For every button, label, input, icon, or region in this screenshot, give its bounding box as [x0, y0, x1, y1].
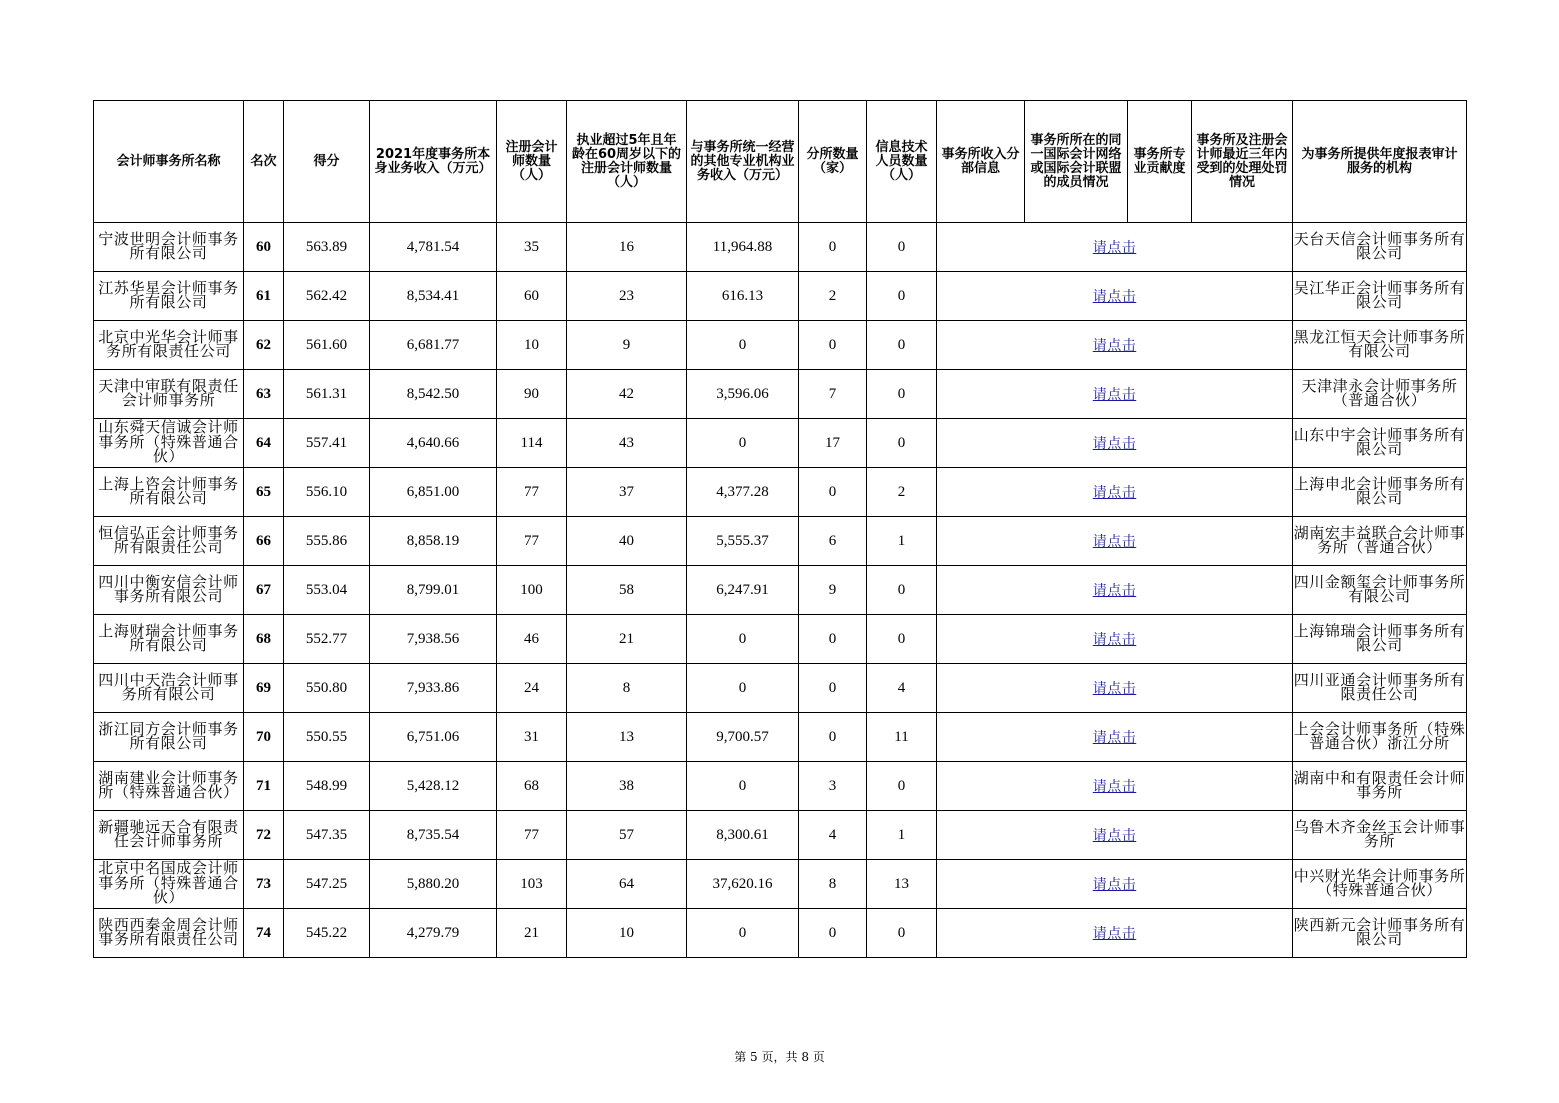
header-penalties: 事务所及注册会计师最近三年内受到的处理处罚情况: [1192, 101, 1293, 223]
firm-name-cell: 恒信弘正会计师事务所有限责任公司: [94, 517, 244, 566]
other-revenue-cell: 0: [687, 762, 799, 811]
header-other-revenue: 与事务所统一经营的其他专业机构业务收入（万元）: [687, 101, 799, 223]
details-link[interactable]: 请点击: [1092, 485, 1137, 501]
revenue-cell: 8,858.19: [370, 517, 497, 566]
table-row: [94, 909, 1467, 958]
branches-cell: 0: [799, 713, 867, 762]
header-auditor: 为事务所提供年度报表审计服务的机构: [1293, 101, 1467, 223]
table-header-row: [94, 101, 1467, 223]
revenue-cell: 4,781.54: [370, 223, 497, 272]
score-cell: 552.77: [284, 615, 370, 664]
revenue-cell: 6,681.77: [370, 321, 497, 370]
score-cell: 563.89: [284, 223, 370, 272]
revenue-cell: 4,640.66: [370, 419, 497, 468]
branches-cell: 0: [799, 909, 867, 958]
cpa-young-cell: 16: [567, 223, 687, 272]
cpa-count-cell: 77: [497, 517, 567, 566]
header-revenue: 2021年度事务所本身业务收入（万元）: [370, 101, 497, 223]
table-row: [94, 468, 1467, 517]
rank-cell: 69: [244, 664, 284, 713]
branches-cell: 3: [799, 762, 867, 811]
auditor-cell: 四川金额玺会计师事务所有限公司: [1293, 566, 1467, 615]
score-cell: 561.31: [284, 370, 370, 419]
header-score: 得分: [284, 101, 370, 223]
revenue-cell: 8,735.54: [370, 811, 497, 860]
rank-cell: 74: [244, 909, 284, 958]
cpa-young-cell: 40: [567, 517, 687, 566]
score-cell: 548.99: [284, 762, 370, 811]
table-row: [94, 762, 1467, 811]
table-row: [94, 370, 1467, 419]
cpa-young-cell: 42: [567, 370, 687, 419]
branches-cell: 2: [799, 272, 867, 321]
cpa-count-cell: 77: [497, 468, 567, 517]
cpa-young-cell: 38: [567, 762, 687, 811]
header-cpa-count: 注册会计师数量（人）: [497, 101, 567, 223]
details-link-cell: [937, 272, 1293, 321]
it-staff-cell: 0: [867, 419, 937, 468]
auditor-cell: 上海锦瑞会计师事务所有限公司: [1293, 615, 1467, 664]
cpa-young-cell: 58: [567, 566, 687, 615]
rank-cell: 65: [244, 468, 284, 517]
other-revenue-cell: 9,700.57: [687, 713, 799, 762]
auditor-cell: 乌鲁木齐金丝玉会计师事务所: [1293, 811, 1467, 860]
it-staff-cell: 11: [867, 713, 937, 762]
cpa-count-cell: 35: [497, 223, 567, 272]
details-link[interactable]: 请点击: [1092, 436, 1137, 452]
firm-name-cell: 上海财瑞会计师事务所有限公司: [94, 615, 244, 664]
firm-name-cell: 江苏华星会计师事务所有限公司: [94, 272, 244, 321]
branches-cell: 8: [799, 860, 867, 909]
score-cell: 550.80: [284, 664, 370, 713]
cpa-count-cell: 90: [497, 370, 567, 419]
table-row: [94, 664, 1467, 713]
other-revenue-cell: 6,247.91: [687, 566, 799, 615]
header-name: 会计师事务所名称: [94, 101, 244, 223]
cpa-young-cell: 23: [567, 272, 687, 321]
table-row: [94, 566, 1467, 615]
details-link-cell: [937, 321, 1293, 370]
score-cell: 545.22: [284, 909, 370, 958]
it-staff-cell: 0: [867, 272, 937, 321]
cpa-young-cell: 10: [567, 909, 687, 958]
cpa-count-cell: 31: [497, 713, 567, 762]
rank-cell: 73: [244, 860, 284, 909]
details-link[interactable]: 请点击: [1092, 338, 1137, 354]
other-revenue-cell: 4,377.28: [687, 468, 799, 517]
auditor-cell: 上会会计师事务所（特殊普通合伙）浙江分所: [1293, 713, 1467, 762]
it-staff-cell: 4: [867, 664, 937, 713]
revenue-cell: 8,542.50: [370, 370, 497, 419]
firm-name-cell: 浙江同方会计师事务所有限公司: [94, 713, 244, 762]
score-cell: 553.04: [284, 566, 370, 615]
other-revenue-cell: 8,300.61: [687, 811, 799, 860]
it-staff-cell: 2: [867, 468, 937, 517]
page-footer: 第 5 页，共 8 页: [734, 1050, 825, 1064]
rank-cell: 60: [244, 223, 284, 272]
header-intl-network: 事务所所在的同一国际会计网络或国际会计联盟的成员情况: [1025, 101, 1128, 223]
table-row: [94, 272, 1467, 321]
revenue-cell: 4,279.79: [370, 909, 497, 958]
branches-cell: 0: [799, 664, 867, 713]
firm-name-cell: 陕西西秦金周会计师事务所有限责任公司: [94, 909, 244, 958]
other-revenue-cell: 0: [687, 419, 799, 468]
it-staff-cell: 1: [867, 517, 937, 566]
details-link[interactable]: 请点击: [1092, 877, 1137, 893]
rank-cell: 70: [244, 713, 284, 762]
details-link[interactable]: 请点击: [1092, 779, 1137, 795]
branches-cell: 17: [799, 419, 867, 468]
header-rank: 名次: [244, 101, 284, 223]
rank-cell: 64: [244, 419, 284, 468]
details-link[interactable]: 请点击: [1092, 583, 1137, 599]
rank-cell: 71: [244, 762, 284, 811]
details-link-cell: [937, 566, 1293, 615]
table-row: [94, 860, 1467, 909]
branches-cell: 0: [799, 615, 867, 664]
header-contribution: 事务所专业贡献度: [1128, 101, 1192, 223]
branches-cell: 6: [799, 517, 867, 566]
auditor-cell: 上海申北会计师事务所有限公司: [1293, 468, 1467, 517]
details-link-cell: [937, 615, 1293, 664]
details-link-cell: [937, 664, 1293, 713]
details-link[interactable]: 请点击: [1092, 730, 1137, 746]
rank-cell: 66: [244, 517, 284, 566]
cpa-young-cell: 13: [567, 713, 687, 762]
auditor-cell: 湖南中和有限责任会计师事务所: [1293, 762, 1467, 811]
cpa-count-cell: 100: [497, 566, 567, 615]
auditor-cell: 黑龙江恒天会计师事务所有限公司: [1293, 321, 1467, 370]
branches-cell: 7: [799, 370, 867, 419]
it-staff-cell: 1: [867, 811, 937, 860]
revenue-cell: 6,751.06: [370, 713, 497, 762]
table-row: [94, 517, 1467, 566]
rank-cell: 72: [244, 811, 284, 860]
details-link[interactable]: 请点击: [1092, 534, 1137, 550]
branches-cell: 0: [799, 321, 867, 370]
details-link-cell: [937, 860, 1293, 909]
other-revenue-cell: 616.13: [687, 272, 799, 321]
score-cell: 557.41: [284, 419, 370, 468]
revenue-cell: 7,933.86: [370, 664, 497, 713]
revenue-cell: 5,428.12: [370, 762, 497, 811]
cpa-count-cell: 60: [497, 272, 567, 321]
revenue-cell: 6,851.00: [370, 468, 497, 517]
details-link[interactable]: 请点击: [1092, 828, 1137, 844]
auditor-cell: 吴江华正会计师事务所有限公司: [1293, 272, 1467, 321]
rank-cell: 63: [244, 370, 284, 419]
revenue-cell: 8,799.01: [370, 566, 497, 615]
table-body: [94, 223, 1467, 958]
auditor-cell: 天津津永会计师事务所（普通合伙）: [1293, 370, 1467, 419]
score-cell: 547.35: [284, 811, 370, 860]
revenue-cell: 8,534.41: [370, 272, 497, 321]
header-cpa-young: 执业超过5年且年龄在60周岁以下的注册会计师数量（人）: [567, 101, 687, 223]
details-link[interactable]: 请点击: [1092, 681, 1137, 697]
rank-cell: 68: [244, 615, 284, 664]
branches-cell: 4: [799, 811, 867, 860]
firm-name-cell: 天津中审联有限责任会计师事务所: [94, 370, 244, 419]
auditor-cell: 湖南宏丰益联合会计师事务所（普通合伙）: [1293, 517, 1467, 566]
cpa-count-cell: 21: [497, 909, 567, 958]
score-cell: 550.55: [284, 713, 370, 762]
firm-name-cell: 山东舜天信诚会计师事务所（特殊普通合伙）: [94, 419, 244, 468]
table-row: [94, 811, 1467, 860]
branches-cell: 9: [799, 566, 867, 615]
branches-cell: 0: [799, 223, 867, 272]
details-link-cell: [937, 370, 1293, 419]
header-it-staff: 信息技术人员数量（人）: [867, 101, 937, 223]
firm-name-cell: 北京中名国成会计师事务所（特殊普通合伙）: [94, 860, 244, 909]
cpa-count-cell: 77: [497, 811, 567, 860]
details-link-cell: [937, 811, 1293, 860]
other-revenue-cell: 0: [687, 909, 799, 958]
table-row: [94, 713, 1467, 762]
details-link-cell: [937, 517, 1293, 566]
cpa-count-cell: 68: [497, 762, 567, 811]
score-cell: 547.25: [284, 860, 370, 909]
header-branches: 分所数量（家）: [799, 101, 867, 223]
cpa-count-cell: 46: [497, 615, 567, 664]
auditor-cell: 四川亚通会计师事务所有限责任公司: [1293, 664, 1467, 713]
firm-name-cell: 宁波世明会计师事务所有限公司: [94, 223, 244, 272]
cpa-young-cell: 43: [567, 419, 687, 468]
cpa-count-cell: 10: [497, 321, 567, 370]
header-branch-income: 事务所收入分部信息: [937, 101, 1025, 223]
auditor-cell: 天台天信会计师事务所有限公司: [1293, 223, 1467, 272]
firm-name-cell: 新疆驰远天合有限责任会计师事务所: [94, 811, 244, 860]
cpa-count-cell: 103: [497, 860, 567, 909]
other-revenue-cell: 0: [687, 615, 799, 664]
it-staff-cell: 0: [867, 566, 937, 615]
details-link-cell: [937, 419, 1293, 468]
details-link[interactable]: 请点击: [1092, 289, 1137, 305]
score-cell: 556.10: [284, 468, 370, 517]
table-row: [94, 223, 1467, 272]
details-link[interactable]: 请点击: [1092, 240, 1137, 256]
rank-cell: 62: [244, 321, 284, 370]
firm-name-cell: 上海上咨会计师事务所有限公司: [94, 468, 244, 517]
revenue-cell: 7,938.56: [370, 615, 497, 664]
details-link[interactable]: 请点击: [1092, 632, 1137, 648]
it-staff-cell: 0: [867, 909, 937, 958]
rank-cell: 61: [244, 272, 284, 321]
cpa-young-cell: 57: [567, 811, 687, 860]
cpa-count-cell: 24: [497, 664, 567, 713]
other-revenue-cell: 0: [687, 664, 799, 713]
details-link-cell: [937, 468, 1293, 517]
branches-cell: 0: [799, 468, 867, 517]
cpa-young-cell: 8: [567, 664, 687, 713]
cpa-young-cell: 21: [567, 615, 687, 664]
it-staff-cell: 0: [867, 615, 937, 664]
firm-name-cell: 北京中光华会计师事务所有限责任公司: [94, 321, 244, 370]
firm-name-cell: 四川中天浩会计师事务所有限公司: [94, 664, 244, 713]
details-link-cell: [937, 909, 1293, 958]
cpa-count-cell: 114: [497, 419, 567, 468]
rank-cell: 67: [244, 566, 284, 615]
it-staff-cell: 13: [867, 860, 937, 909]
it-staff-cell: 0: [867, 370, 937, 419]
it-staff-cell: 0: [867, 762, 937, 811]
revenue-cell: 5,880.20: [370, 860, 497, 909]
table-row: [94, 321, 1467, 370]
table-row: [94, 615, 1467, 664]
other-revenue-cell: 5,555.37: [687, 517, 799, 566]
firm-name-cell: 湖南建业会计师事务所（特殊普通合伙）: [94, 762, 244, 811]
cpa-young-cell: 64: [567, 860, 687, 909]
other-revenue-cell: 37,620.16: [687, 860, 799, 909]
score-cell: 561.60: [284, 321, 370, 370]
details-link-cell: [937, 762, 1293, 811]
auditor-cell: 山东中宇会计师事务所有限公司: [1293, 419, 1467, 468]
other-revenue-cell: 0: [687, 321, 799, 370]
cpa-young-cell: 9: [567, 321, 687, 370]
table-row: [94, 419, 1467, 468]
details-link[interactable]: 请点击: [1092, 387, 1137, 403]
other-revenue-cell: 11,964.88: [687, 223, 799, 272]
it-staff-cell: 0: [867, 321, 937, 370]
cpa-young-cell: 37: [567, 468, 687, 517]
details-link-cell: [937, 223, 1293, 272]
auditor-cell: 陕西新元会计师事务所有限公司: [1293, 909, 1467, 958]
details-link[interactable]: 请点击: [1092, 926, 1137, 942]
auditor-cell: 中兴财光华会计师事务所（特殊普通合伙）: [1293, 860, 1467, 909]
score-cell: 555.86: [284, 517, 370, 566]
details-link-cell: [937, 713, 1293, 762]
firm-name-cell: 四川中衡安信会计师事务所有限公司: [94, 566, 244, 615]
it-staff-cell: 0: [867, 223, 937, 272]
score-cell: 562.42: [284, 272, 370, 321]
firm-ranking-table: [93, 100, 1467, 958]
other-revenue-cell: 3,596.06: [687, 370, 799, 419]
